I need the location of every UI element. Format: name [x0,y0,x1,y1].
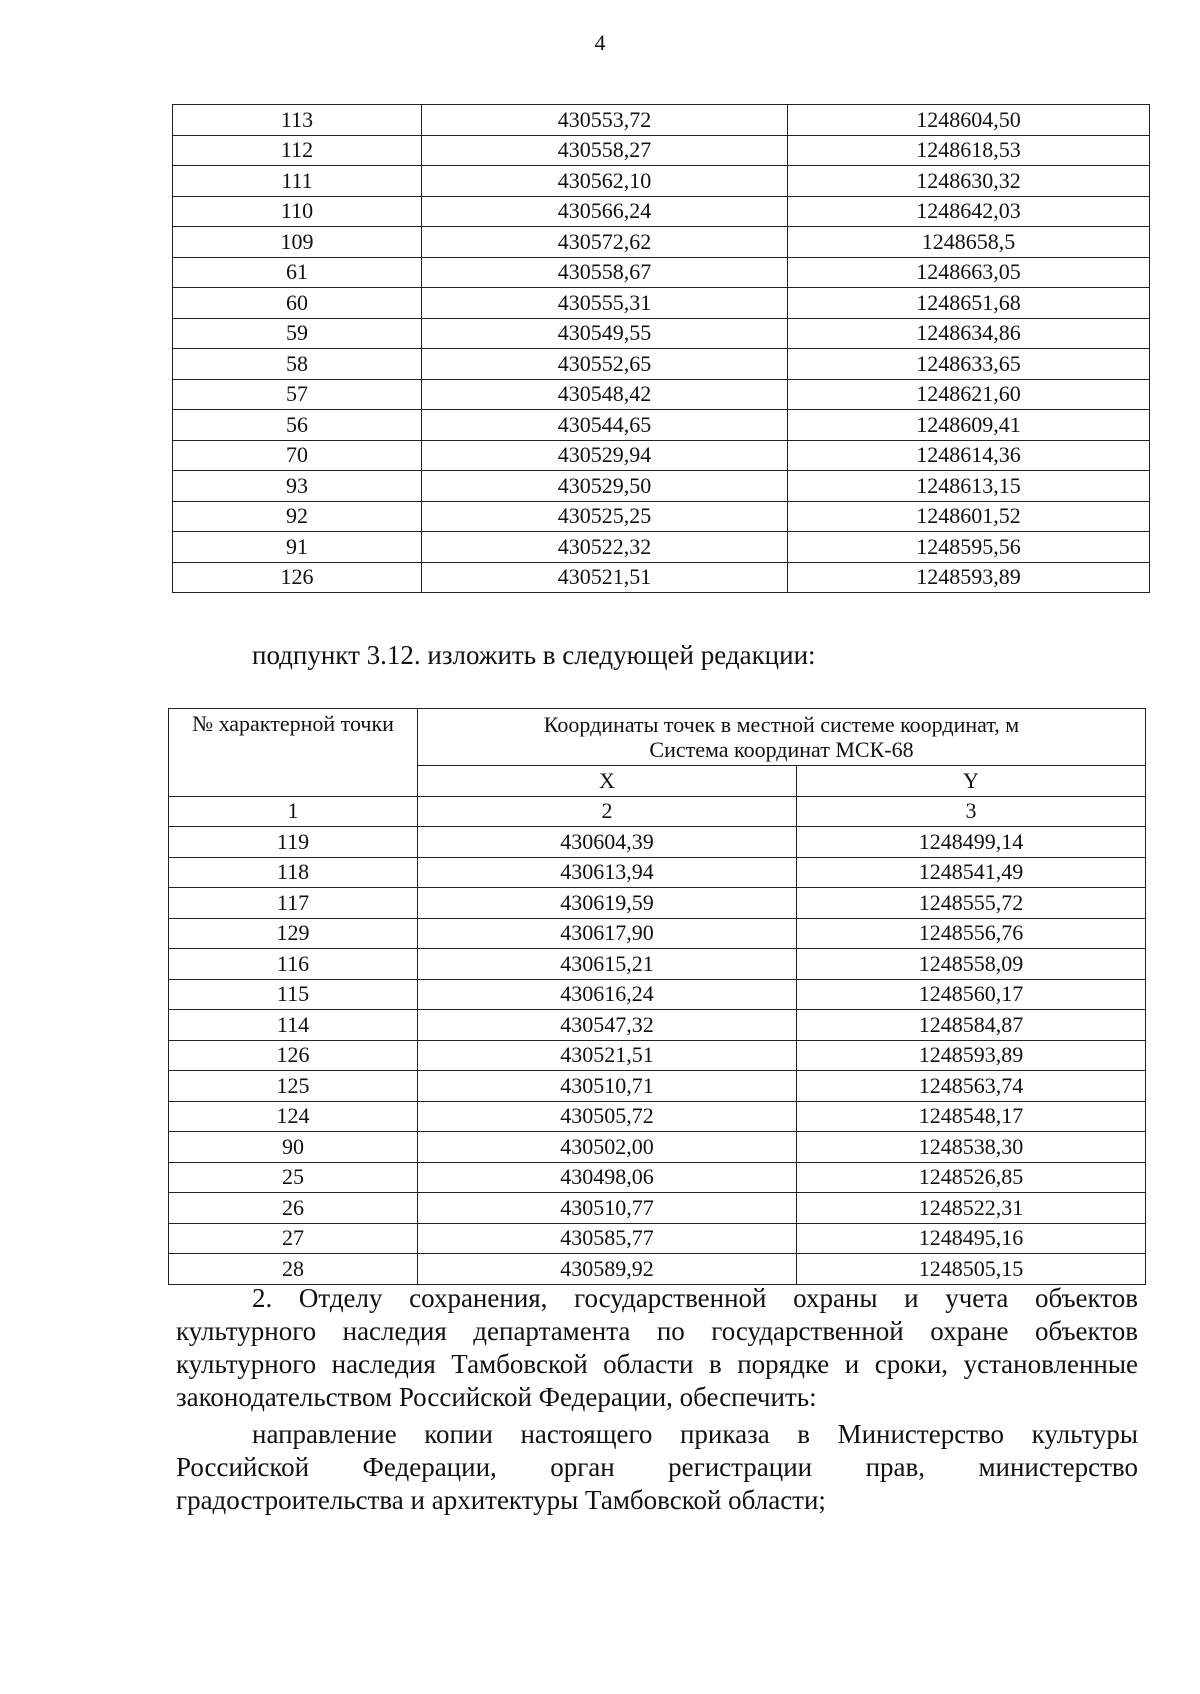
point-number-cell: 118 [169,857,418,888]
y-coordinate-cell: 1248584,87 [797,1010,1146,1041]
table-row [173,288,1150,319]
header-point-number: № характерной точки [169,709,418,797]
x-coordinate-cell: 430553,72 [422,105,788,136]
y-coordinate-cell: 1248538,30 [797,1132,1146,1163]
table-row [169,888,1146,919]
x-coordinate-cell: 430616,24 [418,979,797,1010]
table-row [169,1071,1146,1102]
y-coordinate-cell: 1248658,5 [788,227,1150,258]
y-coordinate-cell: 1248614,36 [788,440,1150,471]
table-row [169,827,1146,858]
table-row [169,918,1146,949]
column-number-2: 2 [418,796,797,827]
table-row [173,166,1150,197]
x-coordinate-cell: 430566,24 [422,196,788,227]
table-column-numbers-row [169,796,1146,827]
point-number-cell: 26 [169,1193,418,1224]
header-y: Y [797,766,1146,797]
y-coordinate-cell: 1248548,17 [797,1101,1146,1132]
table-row [173,349,1150,380]
table-row [173,532,1150,563]
point-number-cell: 28 [169,1254,418,1285]
y-coordinate-cell: 1248563,74 [797,1071,1146,1102]
column-number-1: 1 [169,796,418,827]
point-number-cell: 92 [173,501,422,532]
x-coordinate-cell: 430521,51 [418,1040,797,1071]
table-row [173,227,1150,258]
table-row [173,379,1150,410]
table-row [173,501,1150,532]
y-coordinate-cell: 1248499,14 [797,827,1146,858]
x-coordinate-cell: 430510,71 [418,1071,797,1102]
header-coordinates-line2: Система координат МСК-68 [649,737,914,762]
paragraph-2-block [176,1282,1138,1414]
column-number-3: 3 [797,796,1146,827]
x-coordinate-cell: 430510,77 [418,1193,797,1224]
y-coordinate-cell: 1248505,15 [797,1254,1146,1285]
x-coordinate-cell: 430604,39 [418,827,797,858]
point-number-cell: 126 [169,1040,418,1071]
x-coordinate-cell: 430525,25 [422,501,788,532]
x-coordinate-cell: 430552,65 [422,349,788,380]
table-row [169,1162,1146,1193]
y-coordinate-cell: 1248522,31 [797,1193,1146,1224]
table-row [169,1223,1146,1254]
point-number-cell: 129 [169,918,418,949]
point-number-cell: 112 [173,135,422,166]
point-number-cell: 25 [169,1162,418,1193]
x-coordinate-cell: 430619,59 [418,888,797,919]
point-number-cell: 117 [169,888,418,919]
y-coordinate-cell: 1248621,60 [788,379,1150,410]
x-coordinate-cell: 430502,00 [418,1132,797,1163]
table-row [169,1132,1146,1163]
x-coordinate-cell: 430615,21 [418,949,797,980]
point-number-cell: 57 [173,379,422,410]
point-number-cell: 126 [173,562,422,593]
table-row [173,410,1150,441]
x-coordinate-cell: 430549,55 [422,318,788,349]
table-row [173,196,1150,227]
header-coordinates-line1: Координаты точек в местной системе координат, м [543,711,1020,737]
y-coordinate-cell: 1248595,56 [788,532,1150,563]
header-coordinates [418,709,1146,766]
x-coordinate-cell: 430521,51 [422,562,788,593]
table-row [169,857,1146,888]
point-number-cell: 119 [169,827,418,858]
x-coordinate-cell: 430505,72 [418,1101,797,1132]
y-coordinate-cell: 1248556,76 [797,918,1146,949]
point-number-cell: 109 [173,227,422,258]
x-coordinate-cell: 430522,32 [422,532,788,563]
y-coordinate-cell: 1248526,85 [797,1162,1146,1193]
point-number-cell: 70 [173,440,422,471]
x-coordinate-cell: 430617,90 [418,918,797,949]
y-coordinate-cell: 1248630,32 [788,166,1150,197]
point-number-cell: 115 [169,979,418,1010]
table-row [173,318,1150,349]
y-coordinate-cell: 1248618,53 [788,135,1150,166]
x-coordinate-cell: 430529,94 [422,440,788,471]
x-coordinate-cell: 430572,62 [422,227,788,258]
table-row [173,562,1150,593]
y-coordinate-cell: 1248651,68 [788,288,1150,319]
y-coordinate-cell: 1248593,89 [788,562,1150,593]
y-coordinate-cell: 1248495,16 [797,1223,1146,1254]
page-number: 4 [594,30,606,55]
x-coordinate-cell: 430547,32 [418,1010,797,1041]
y-coordinate-cell: 1248613,15 [788,471,1150,502]
y-coordinate-cell: 1248560,17 [797,979,1146,1010]
point-number-cell: 114 [169,1010,418,1041]
table-row [169,1193,1146,1224]
y-coordinate-cell: 1248633,65 [788,349,1150,380]
point-number-cell: 93 [173,471,422,502]
paragraph-3: направление копии настоящего приказа в Министерство культуры Российской Федерации, орган регистрации прав, министерство градостроительства и архитектуры Тамбовской области; [176,1419,1138,1515]
y-coordinate-cell: 1248663,05 [788,257,1150,288]
table-row [173,105,1150,136]
y-coordinate-cell: 1248609,41 [788,410,1150,441]
coordinates-table-continued [172,104,1150,593]
header-x: X [418,766,797,797]
y-coordinate-cell: 1248541,49 [797,857,1146,888]
y-coordinate-cell: 1248601,52 [788,501,1150,532]
point-number-cell: 90 [169,1132,418,1163]
table-row [173,257,1150,288]
point-number-cell: 125 [169,1071,418,1102]
y-coordinate-cell: 1248593,89 [797,1040,1146,1071]
x-coordinate-cell: 430589,92 [418,1254,797,1285]
table-row [169,979,1146,1010]
point-number-cell: 58 [173,349,422,380]
point-number-cell: 27 [169,1223,418,1254]
x-coordinate-cell: 430529,50 [422,471,788,502]
point-number-cell: 124 [169,1101,418,1132]
point-number-cell: 116 [169,949,418,980]
x-coordinate-cell: 430558,27 [422,135,788,166]
paragraph-2: 2. Отделу сохранения, государственной охраны и учета объектов культурного наследия департамента по государственной охране объектов культурного наследия Тамбовской области в порядке и сроки, установленные законодательством Российской Федерации, обеспечить: [176,1283,1138,1412]
y-coordinate-cell: 1248604,50 [788,105,1150,136]
point-number-cell: 56 [173,410,422,441]
y-coordinate-cell: 1248558,09 [797,949,1146,980]
point-number-cell: 110 [173,196,422,227]
x-coordinate-cell: 430498,06 [418,1162,797,1193]
point-number-cell: 59 [173,318,422,349]
point-number-cell: 111 [173,166,422,197]
point-number-cell: 113 [173,105,422,136]
table-row [169,1254,1146,1285]
x-coordinate-cell: 430585,77 [418,1223,797,1254]
table-row [169,949,1146,980]
point-number-cell: 91 [173,532,422,563]
table-header-row [169,709,1146,766]
x-coordinate-cell: 430558,67 [422,257,788,288]
x-coordinate-cell: 430544,65 [422,410,788,441]
table-row [169,1101,1146,1132]
table-row [169,1040,1146,1071]
y-coordinate-cell: 1248642,03 [788,196,1150,227]
subpoint-heading: подпункт 3.12. изложить в следующей редакции: [252,640,816,670]
x-coordinate-cell: 430562,10 [422,166,788,197]
x-coordinate-cell: 430555,31 [422,288,788,319]
table-row [173,471,1150,502]
coordinates-table-3-12 [168,708,1146,1285]
table-row [173,135,1150,166]
point-number-cell: 61 [173,257,422,288]
x-coordinate-cell: 430548,42 [422,379,788,410]
y-coordinate-cell: 1248555,72 [797,888,1146,919]
x-coordinate-cell: 430613,94 [418,857,797,888]
table-row [169,1010,1146,1041]
y-coordinate-cell: 1248634,86 [788,318,1150,349]
table-row [173,440,1150,471]
point-number-cell: 60 [173,288,422,319]
paragraph-3-block [176,1418,1138,1517]
